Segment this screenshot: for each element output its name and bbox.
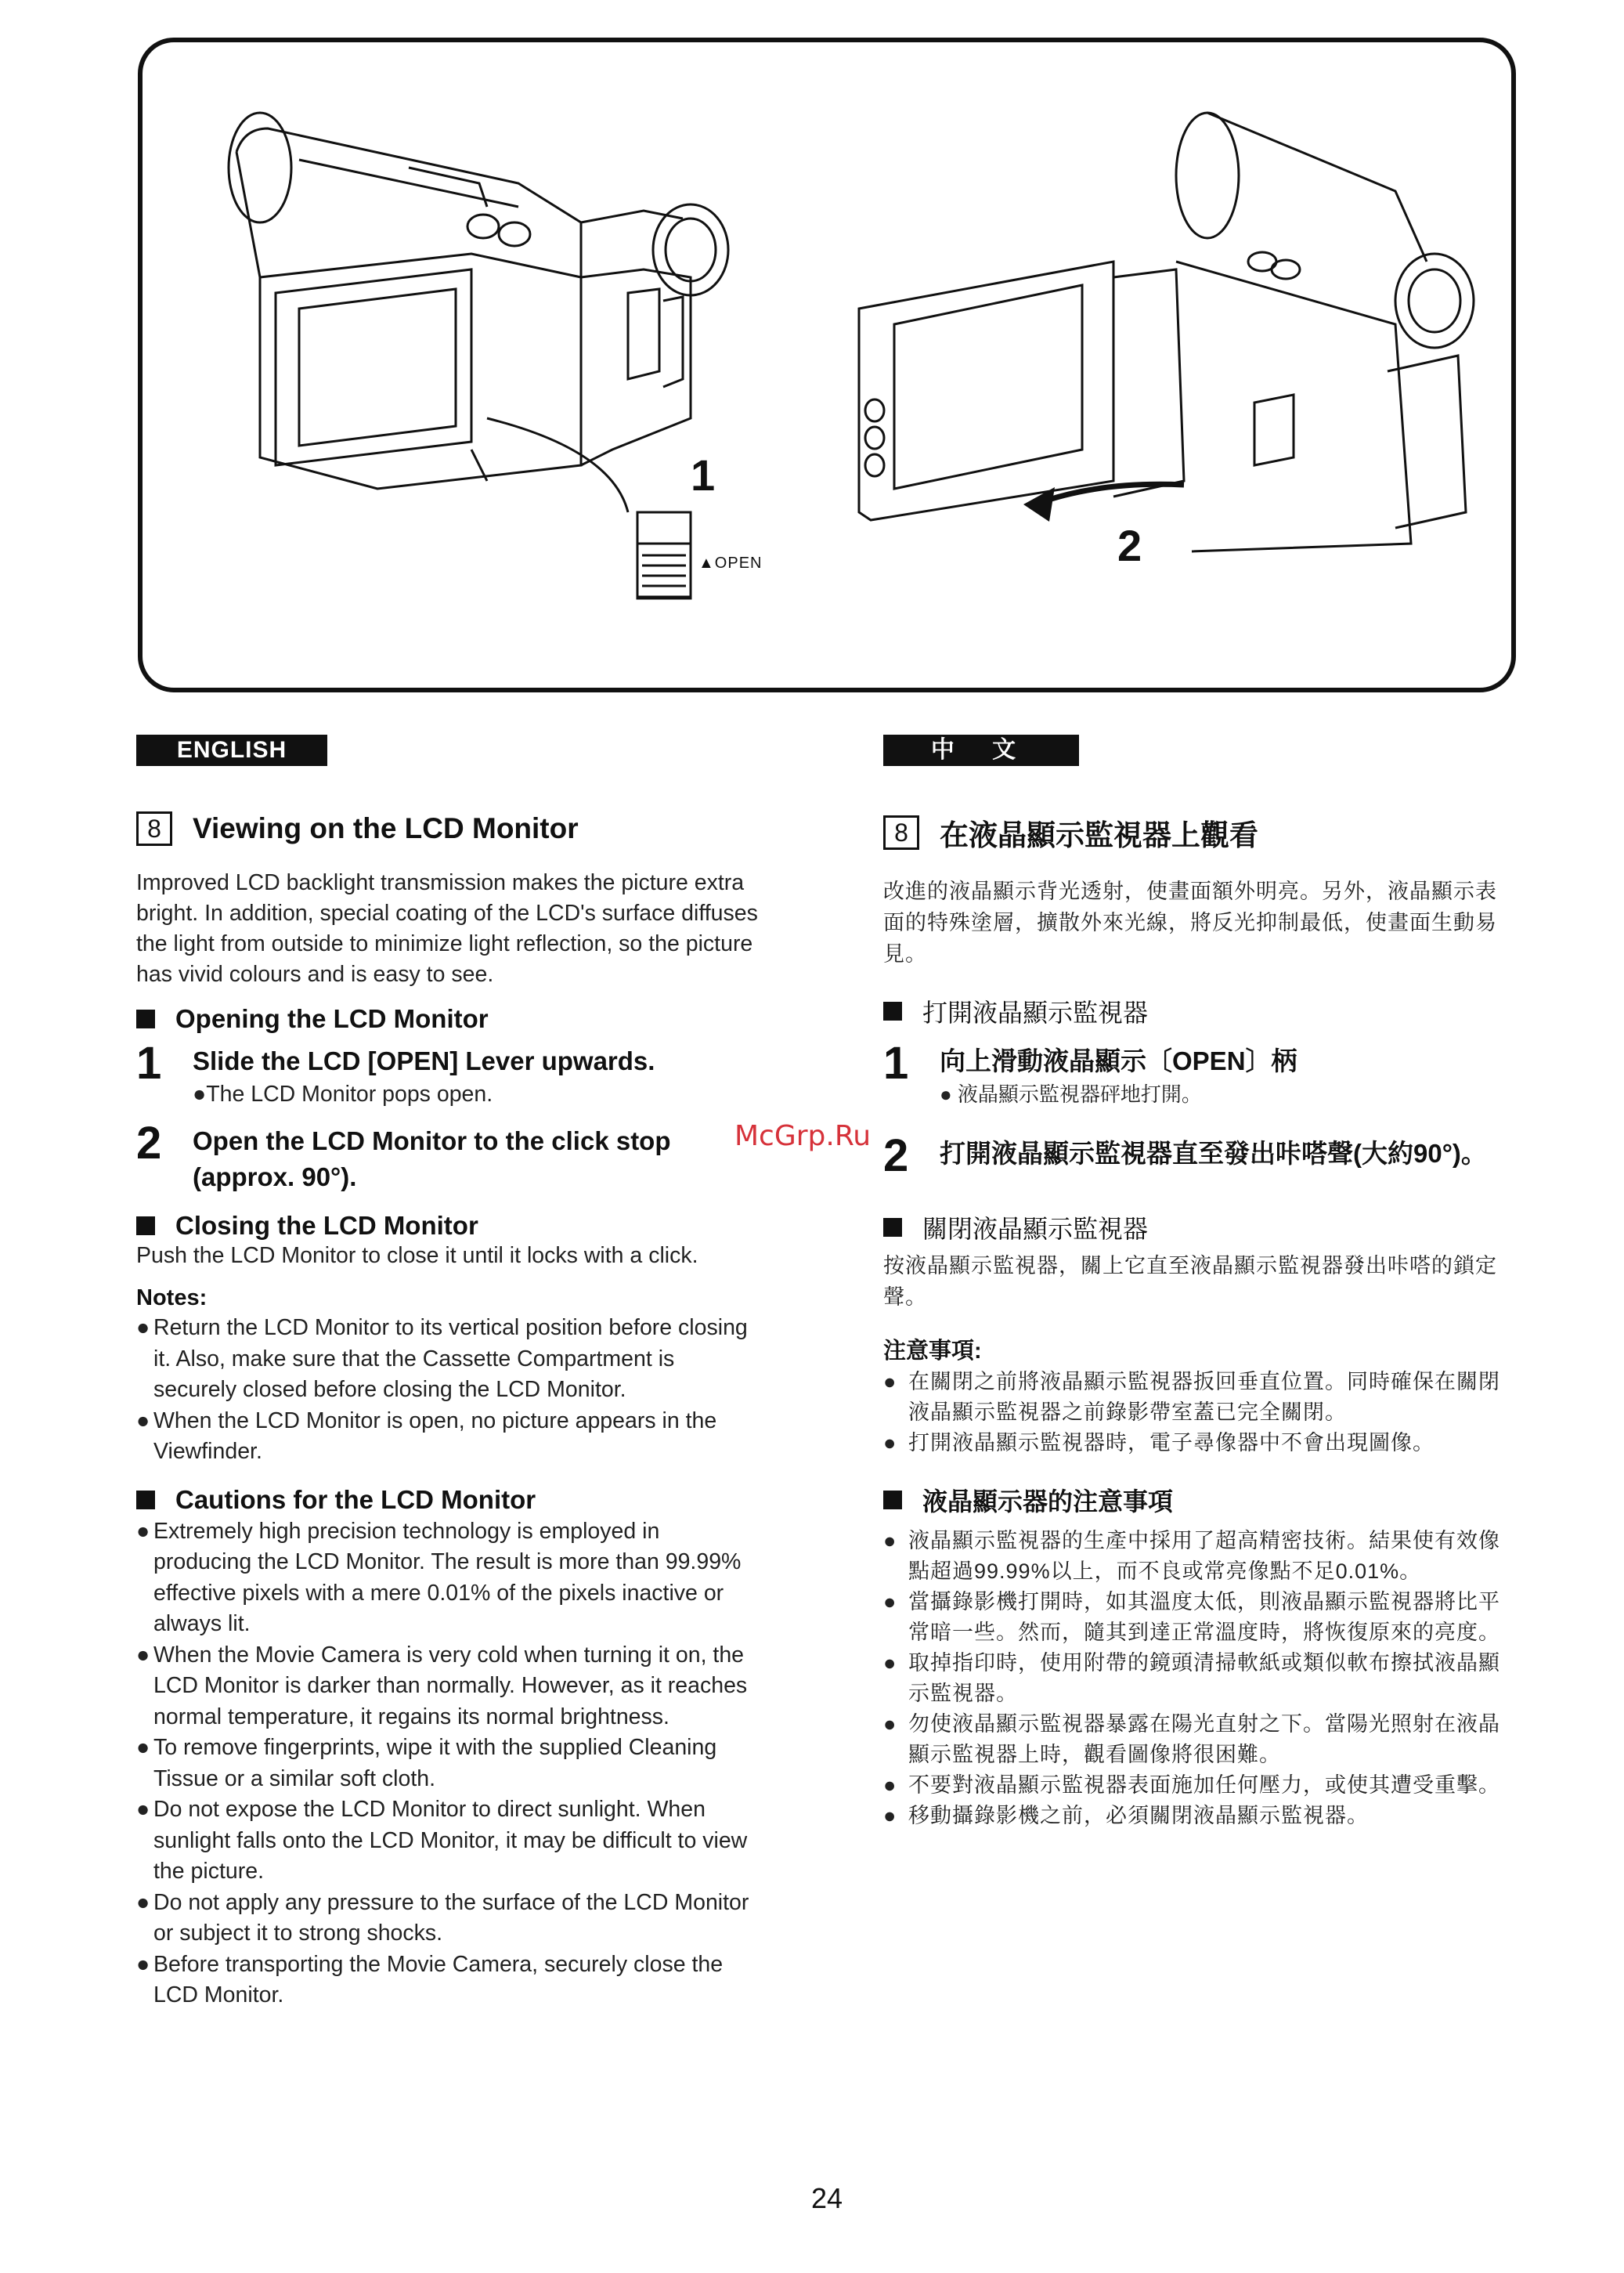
list-item: ● 移動攝錄影機之前，必須關閉液晶顯示監視器。 (883, 1804, 1369, 1827)
english-step-1 (136, 1040, 763, 1109)
camera-closed-drawing (229, 113, 728, 512)
step-number: 1 (883, 1038, 909, 1089)
english-language-tag: ENGLISH (136, 735, 327, 766)
camera-illustration (143, 42, 1511, 688)
lever-open-label: ▲OPEN (698, 555, 763, 572)
watermark: McGrp.Ru (734, 1120, 872, 1152)
english-notes-heading: Notes: (136, 1285, 208, 1310)
list-item: ● 當攝錄影機打開時，如其溫度太低，則液晶顯示監視器將比平常暗一些。然而，隨其到達正常溫度時，將恢復原來的亮度。 (883, 1590, 1500, 1644)
step-instruction: 打開液晶顯示監視器直至發出咔嗒聲(大約90°)。 (940, 1139, 1487, 1168)
english-cautions-list (136, 1516, 763, 2011)
english-opening-heading: Opening the LCD Monitor (136, 1004, 763, 1034)
figure-number-2: 2 (1117, 521, 1142, 570)
chinese-cautions-heading: 液晶顯示器的注意事項 (883, 1482, 1510, 1518)
list-item: ● Do not apply any pressure to the surface of the LCD Monitor or subject it to strong shocks. (136, 1889, 749, 1946)
chinese-notes-heading: 注意事項: (883, 1339, 982, 1364)
chinese-opening-heading: 打開液晶顯示監視器 (883, 993, 1510, 1029)
chinese-step-1 (883, 1040, 1510, 1109)
chinese-closing-text: 按液晶顯示監視器，關上它直至液晶顯示監視器發出咔嗒的鎖定聲。 (883, 1254, 1497, 1309)
english-column (136, 735, 763, 2011)
list-item: ● Extremely high precision technology is employed in producing the LCD Monitor. The result is more than 99.99% effective pixels with a mere 0.01% of the pixels inactive or always lit. (136, 1518, 742, 1636)
square-bullet-icon (883, 1491, 902, 1509)
english-title: Viewing on the LCD Monitor (193, 812, 579, 844)
list-item: ● Before transporting the Movie Camera, securely close the LCD Monitor. (136, 1951, 724, 2007)
step-number: 1 (136, 1038, 162, 1089)
list-item: ● 勿使液晶顯示監視器暴露在陽光直射之下。當陽光照射在液晶顯示監視器上時，觀看圖像將很困難。 (883, 1712, 1500, 1766)
list-item: ● When the LCD Monitor is open, no picture appears in the Viewfinder. (136, 1408, 717, 1464)
list-item: ● 打開液晶顯示監視器時，電子尋像器中不會出現圖像。 (883, 1431, 1435, 1455)
step-instruction: 向上滑動液晶顯示〔OPEN〕柄 (940, 1046, 1297, 1075)
list-item: ● 不要對液晶顯示監視器表面施加任何壓力，或使其遭受重擊。 (883, 1773, 1500, 1797)
square-bullet-icon (883, 1002, 902, 1021)
square-bullet-icon (136, 1010, 155, 1028)
english-closing-text: Push the LCD Monitor to close it until it locks with a click. (136, 1243, 698, 1268)
chinese-language-tag: 中 文 (883, 735, 1079, 766)
chinese-closing-heading: 關閉液晶顯示監視器 (883, 1209, 1510, 1245)
page-number: 24 (811, 2182, 843, 2214)
step-number: 2 (136, 1118, 162, 1169)
chinese-title: 在液晶顯示監視器上觀看 (940, 819, 1258, 851)
step-note: ●The LCD Monitor pops open. (193, 1082, 493, 1107)
chinese-step-2 (883, 1130, 1510, 1181)
english-section-title (136, 811, 763, 846)
list-item: ● To remove fingerprints, wipe it with the supplied Cleaning Tissue or a similar soft cloth. (136, 1735, 717, 1791)
chinese-notes-list (883, 1367, 1510, 1458)
english-intro: Improved LCD backlight transmission makes the picture extra bright. In addition, special coating of the LCD's surface diffuses the light from outside to minimize light reflection, so the picture has vivid colours and is easy to see. (136, 870, 758, 987)
chinese-cautions-list (883, 1526, 1510, 1831)
step-instruction: Open the LCD Monitor to the click stop (approx. 90°). (193, 1126, 671, 1191)
list-item: ● Return the LCD Monitor to its vertical position before closing it. Also, make sure that the Cassette Compartment is securely closed before closing the LCD Monitor. (136, 1315, 748, 1402)
chinese-column (883, 735, 1510, 1831)
list-item: ● 取掉指印時，使用附帶的鏡頭清掃軟紙或類似軟布擦拭液晶顯示監視器。 (883, 1651, 1500, 1705)
chinese-intro: 改進的液晶顯示背光透射，使畫面額外明亮。另外，液晶顯示表面的特殊塗層，擴散外來光線，將反光抑制最低，使畫面生動易見。 (883, 880, 1497, 966)
open-lever-drawing (637, 512, 691, 598)
square-bullet-icon (136, 1491, 155, 1509)
section-number-box: 8 (883, 815, 919, 850)
english-step-2 (136, 1120, 763, 1195)
list-item: ● 在關閉之前將液晶顯示監視器扳回垂直位置。同時確保在關閉液晶顯示監視器之前錄影帶室蓋已完全關閉。 (883, 1370, 1500, 1424)
english-closing-heading: Closing the LCD Monitor (136, 1211, 763, 1241)
square-bullet-icon (883, 1218, 902, 1237)
chinese-section-title (883, 811, 1510, 854)
list-item: ● Do not expose the LCD Monitor to direct sunlight. When sunlight falls onto the LCD Monitor, it may be difficult to view the picture. (136, 1797, 748, 1884)
section-number-box: 8 (136, 811, 172, 846)
step-instruction: Slide the LCD [OPEN] Lever upwards. (193, 1046, 655, 1075)
list-item: ● When the Movie Camera is very cold when turning it on, the LCD Monitor is darker than normally. However, as it reaches normal temperature, it regains its normal brightness. (136, 1642, 748, 1729)
english-notes-list (136, 1313, 763, 1468)
figure-number-1: 1 (691, 450, 716, 500)
list-item: ● 液晶顯示監視器的生產中採用了超高精密技術。結果使有效像點超過99.99%以上，而不良或常亮像點不足0.01%。 (883, 1529, 1500, 1583)
step-number: 2 (883, 1130, 909, 1181)
square-bullet-icon (136, 1216, 155, 1235)
step-note: ● 液晶顯示監視器砰地打開。 (940, 1082, 1202, 1106)
english-cautions-heading: Cautions for the LCD Monitor (136, 1485, 763, 1515)
illustration-frame (138, 38, 1516, 692)
